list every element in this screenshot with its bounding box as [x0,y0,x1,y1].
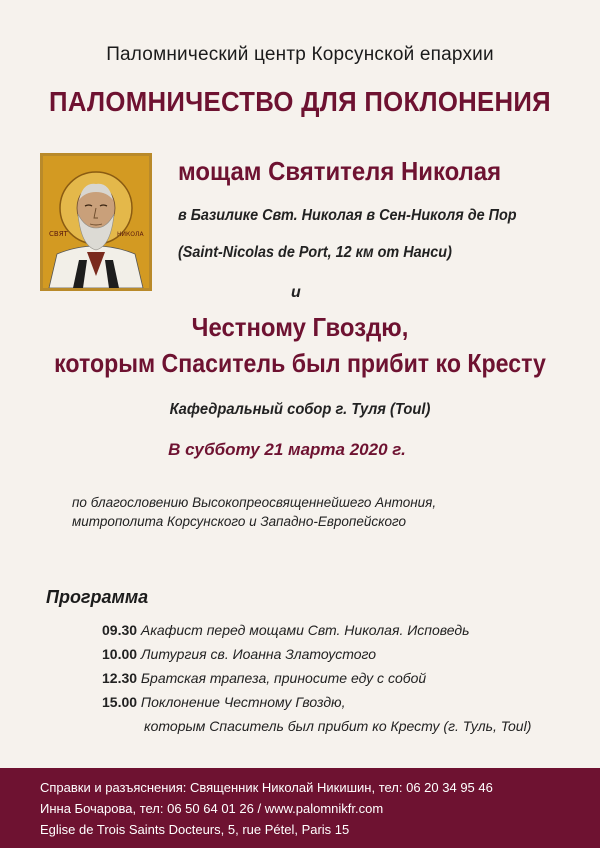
organizer-header: Паломнический центр Корсунской епархии [106,44,494,65]
relics-line: мощам Святителя Николая [178,156,502,186]
program-time: 09.30 [102,622,138,638]
program-text: Братская трапеза, приносите еду с собой [137,670,427,686]
program-text: Литургия св. Иоанна Златоустого [137,646,377,662]
program-item [102,642,572,666]
program-item [102,666,572,690]
contact-line-website[interactable]: Инна Бочарова, тел: 06 50 64 01 26 / www.palomnikfr.com [40,801,384,816]
event-date: В субботу 21 марта 2020 г. [168,440,406,459]
program-item-continuation: которым Спаситель был прибит ко Кресту (г. Туль, Toul) [144,718,532,734]
program-title: Программа [46,587,149,607]
icon-inscription-right: НИКОЛА [117,231,144,238]
place-line-location: (Saint-Nicolas de Port, 12 км от Нанси) [178,244,452,261]
program-item [102,690,572,714]
icon-inscription-left: СВЯТ [49,230,68,238]
program-list [102,618,572,738]
conjunction-and: и [291,284,301,301]
place-line-basilica: в Базилике Свт. Николая в Сен-Николя де Пор [178,207,517,224]
program-item [102,618,572,642]
blessing-line: по благословению Высокопреосвященнейшего Антония, [72,495,437,510]
blessing-text [72,493,572,531]
program-time: 15.00 [102,694,138,710]
contact-footer [0,768,600,848]
poster-title: ПАЛОМНИЧЕСТВО ДЛЯ ПОКЛОНЕНИЯ [49,86,551,117]
contact-line-priest: Справки и разъяснения: Священник Николай Никишин, тел: 06 20 34 95 46 [40,780,493,795]
holy-nail-line-2: которым Спаситель был прибит ко Кресту [54,348,546,378]
saint-nicholas-icon [40,153,152,291]
holy-nail-line-1: Честному Гвоздю, [191,312,409,342]
contact-line-address: Eglise de Trois Saints Docteurs, 5, rue Pétel, Paris 15 [40,822,350,837]
program-time: 12.30 [102,670,138,686]
cathedral-line: Кафедральный собор г. Туля (Toul) [169,401,431,418]
blessing-line: митрополита Корсунского и Западно-Европейского [72,514,407,529]
program-text: Акафист перед мощами Свт. Николая. Исповедь [137,622,470,638]
program-time: 10.00 [102,646,138,662]
program-text: Поклонение Честному Гвоздю, [137,694,346,710]
